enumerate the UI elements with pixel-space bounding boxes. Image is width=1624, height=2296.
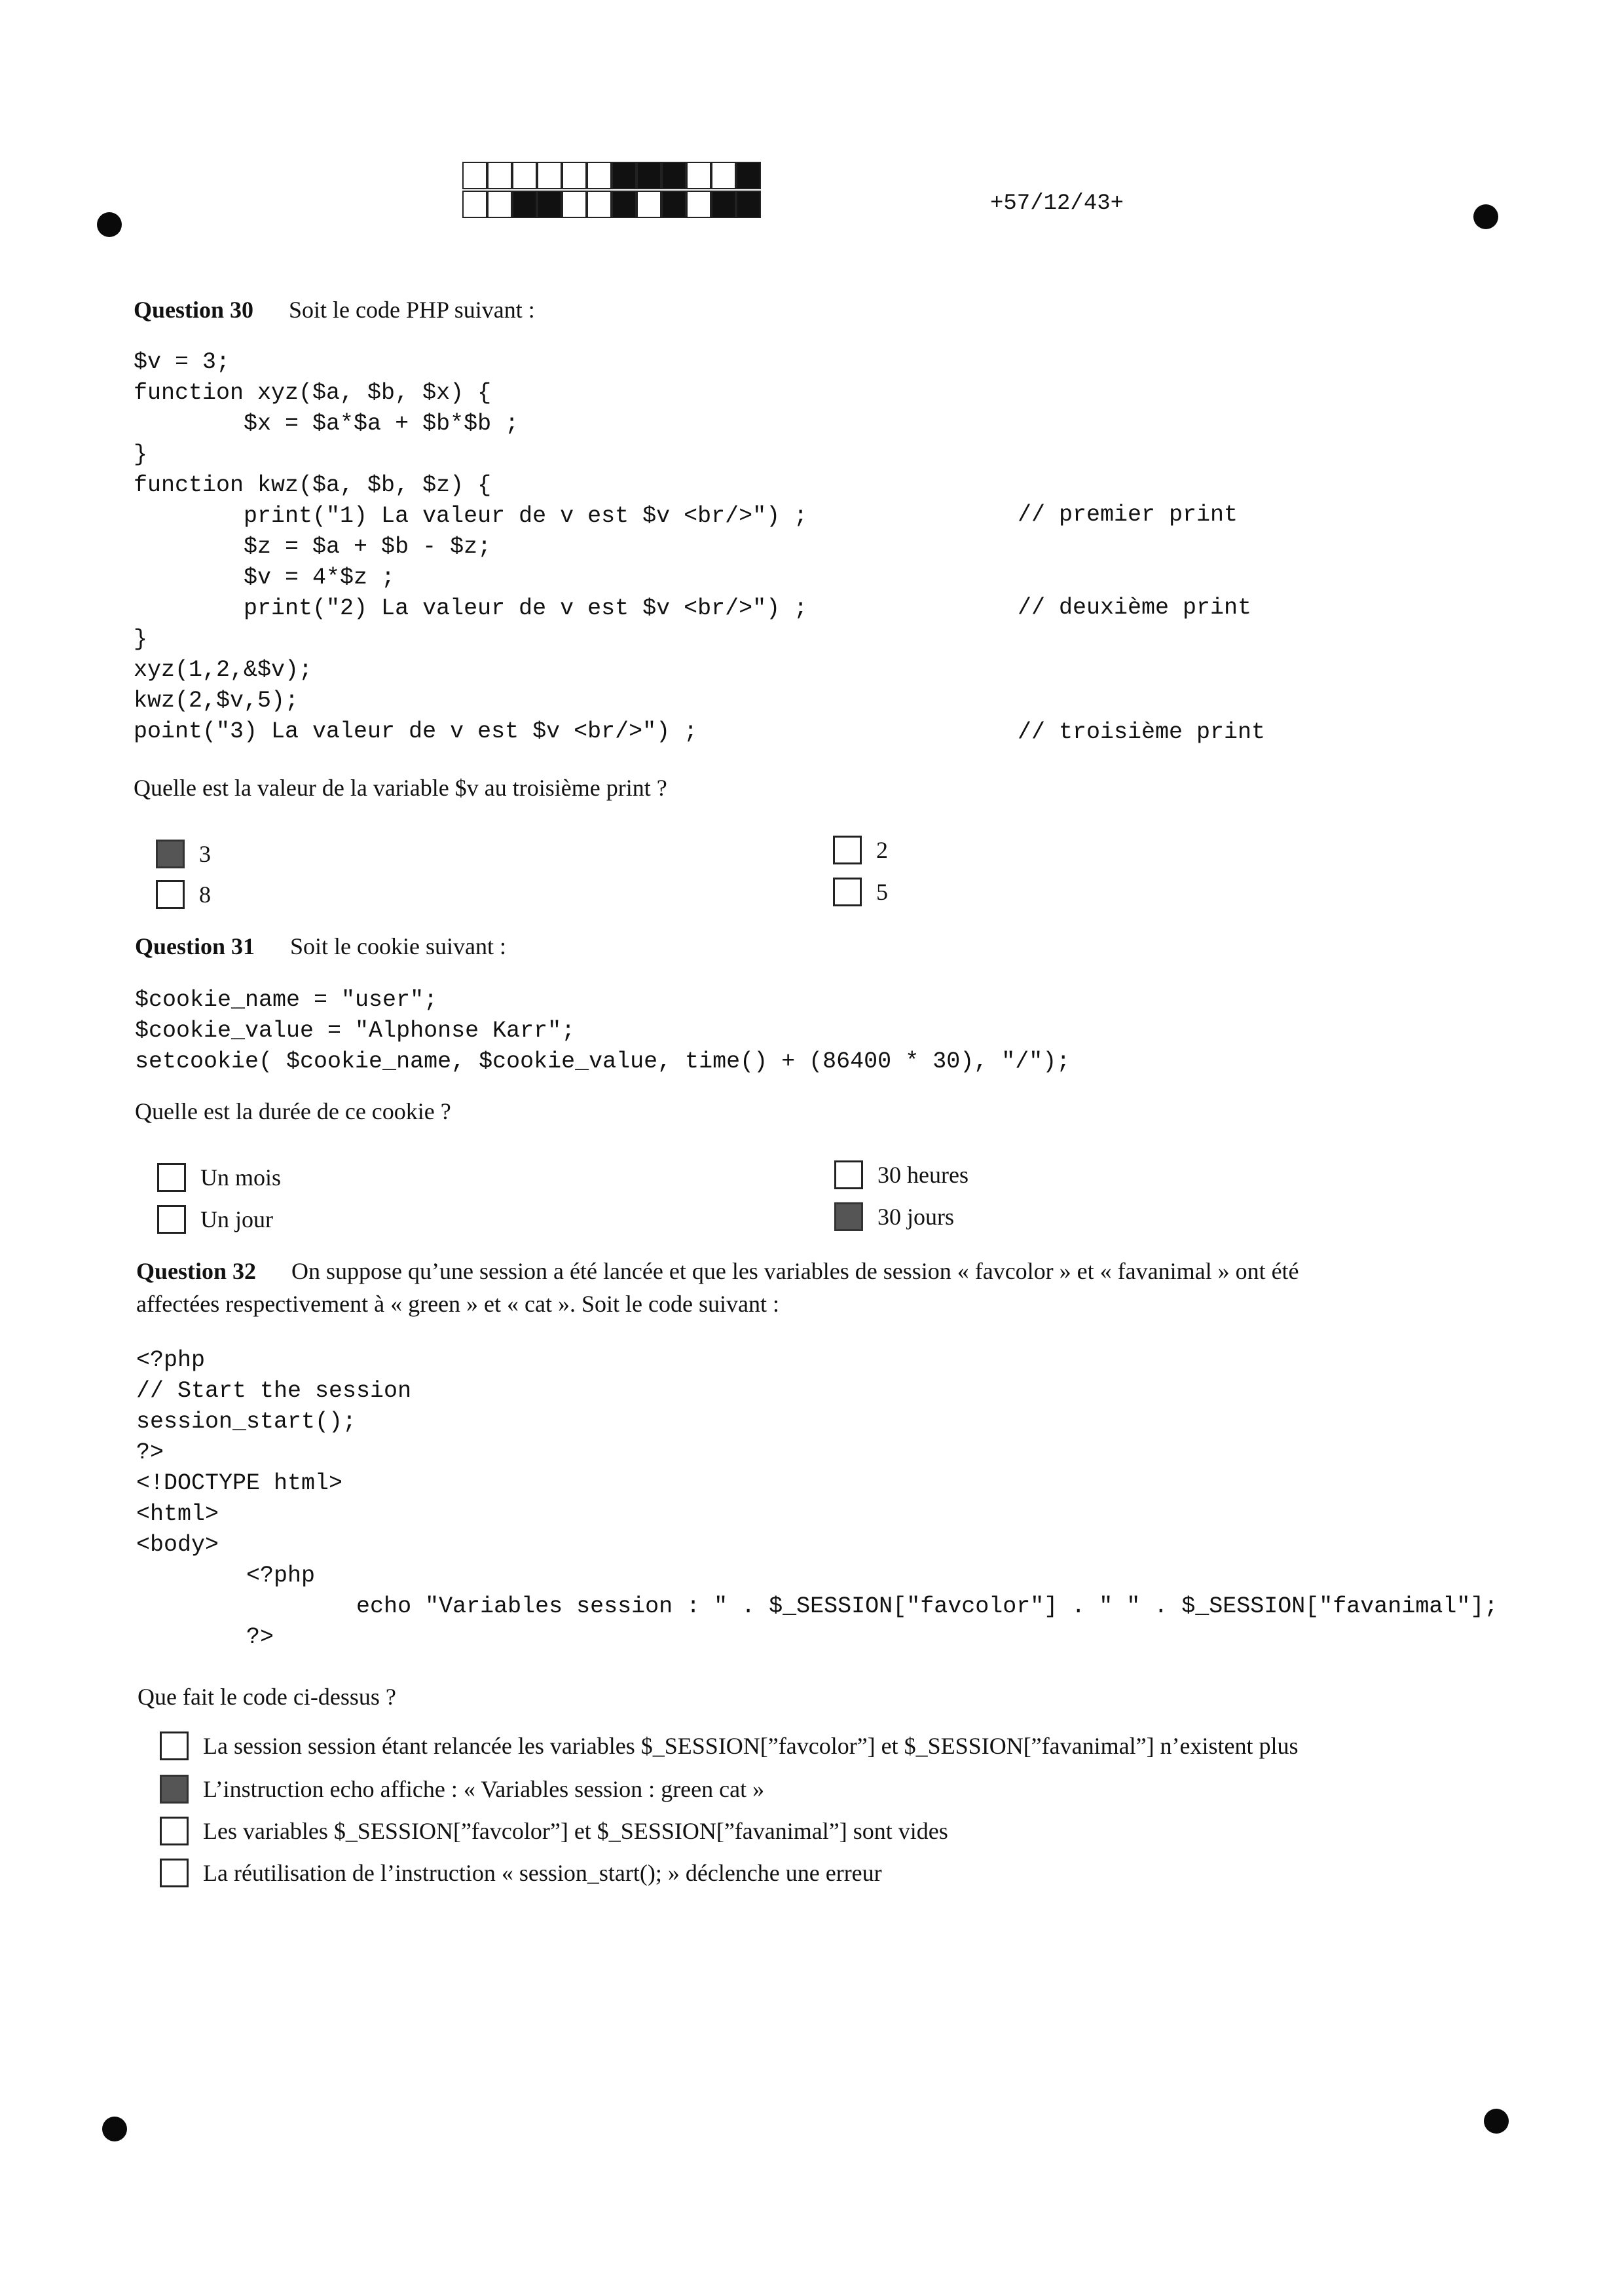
q31-option-un-mois[interactable] <box>157 1163 281 1192</box>
barcode-cell <box>488 162 511 189</box>
registration-mark-bottom-left <box>102 2117 127 2141</box>
barcode-cell <box>538 162 561 189</box>
q31-checkbox-un-jour[interactable] <box>157 1205 186 1234</box>
option-label: 2 <box>876 837 888 863</box>
code-line: xyz(1,2,&$v); <box>134 657 313 683</box>
barcode-cell <box>612 191 636 217</box>
q31-title <box>135 933 506 960</box>
q30-intro: Soit le code PHP suivant : <box>289 297 535 323</box>
code-line: point("3) La valeur de v est $v <br/>") ; <box>134 718 698 745</box>
q32-option-4[interactable] <box>160 1859 882 1887</box>
option-label: 8 <box>199 881 211 908</box>
registration-mark-top-left <box>97 212 122 237</box>
barcode-cell <box>563 191 586 217</box>
q32-checkbox-4[interactable] <box>160 1859 189 1887</box>
barcode-cell <box>687 162 710 189</box>
q30-comment-troisieme: // troisième print <box>1018 719 1266 745</box>
code-line: $v = 3; <box>134 349 231 375</box>
q32-intro-line2: affectées respectivement à « green » et « cat ». Soit le code suivant : <box>136 1291 779 1317</box>
q30-comment-deuxieme: // deuxième print <box>1018 595 1252 621</box>
page-identifier: +57/12/43+ <box>990 191 1124 216</box>
code-line: <!DOCTYPE html> <box>136 1470 343 1496</box>
option-label: Un mois <box>200 1164 282 1191</box>
q32-title <box>136 1257 1498 1285</box>
barcode-cell <box>513 191 536 217</box>
code-line: $x = $a*$a + $b*$b ; <box>134 411 519 437</box>
q32-intro-line1: On suppose qu’une session a été lancée et que les variables de session « favcolor » et « favanimal » ont été <box>291 1258 1299 1284</box>
barcode-cell <box>687 191 710 217</box>
code-line: $v = 4*$z ; <box>134 565 396 591</box>
option-label: La session session étant relancée les variables $_SESSION[”favcolor”] et $_SESSION[”favanimal”] n’existent plus <box>203 1733 1299 1759</box>
barcode-cell <box>737 191 760 217</box>
q32-option-1[interactable] <box>160 1731 1299 1760</box>
option-label: 3 <box>199 841 211 867</box>
q31-checkbox-un-mois[interactable] <box>157 1163 186 1192</box>
barcode-cell <box>712 191 735 217</box>
q31-question: Quelle est la durée de ce cookie ? <box>135 1098 451 1124</box>
code-line: <?php <box>136 1347 206 1373</box>
q30-option-2[interactable] <box>833 836 888 864</box>
code-line: $cookie_value = "Alphonse Karr"; <box>135 1018 576 1044</box>
barcode-cell <box>712 162 735 189</box>
q32-checkbox-2[interactable] <box>160 1775 189 1804</box>
q32-checkbox-1[interactable] <box>160 1731 189 1760</box>
q30-question: Quelle est la valeur de la variable $v au troisième print ? <box>134 775 667 801</box>
q32-label: Question 32 <box>136 1258 257 1284</box>
code-line: } <box>134 626 148 652</box>
code-line: ?> <box>136 1624 274 1650</box>
option-label: Les variables $_SESSION[”favcolor”] et $_SESSION[”favanimal”] sont vides <box>203 1818 948 1844</box>
page-barcode <box>462 161 761 219</box>
q31-code <box>135 985 1070 1077</box>
q30-code <box>134 347 807 747</box>
code-line: echo "Variables session : " . $_SESSION["favcolor"] . " " . $_SESSION["favanimal"]; <box>136 1593 1498 1620</box>
barcode-cell <box>737 162 760 189</box>
option-label: La réutilisation de l’instruction « session_start(); » déclenche une erreur <box>203 1860 882 1886</box>
option-label: L’instruction echo affiche : « Variables session : green cat » <box>203 1776 765 1802</box>
q31-intro: Soit le cookie suivant : <box>290 933 506 959</box>
q32-checkbox-3[interactable] <box>160 1817 189 1845</box>
code-line: $cookie_name = "user"; <box>135 987 438 1013</box>
q30-checkbox-5[interactable] <box>833 878 862 906</box>
q31-option-30-jours[interactable] <box>834 1202 954 1231</box>
code-line: print("1) La valeur de v est $v <br/>") ; <box>134 503 808 529</box>
code-line: <html> <box>136 1501 219 1527</box>
barcode-row-1 <box>463 162 760 189</box>
code-line: function kwz($a, $b, $z) { <box>134 472 492 498</box>
code-line: function xyz($a, $b, $x) { <box>134 380 492 406</box>
code-line: <?php <box>136 1563 316 1589</box>
barcode-row-2 <box>463 191 760 217</box>
code-line: print("2) La valeur de v est $v <br/>") ; <box>134 595 808 621</box>
q30-option-8[interactable] <box>156 880 211 909</box>
q30-label: Question 30 <box>134 297 254 323</box>
q31-checkbox-30-jours[interactable] <box>834 1202 863 1231</box>
q30-option-5[interactable] <box>833 878 888 906</box>
code-line: <body> <box>136 1532 219 1558</box>
option-label: Un jour <box>200 1206 273 1232</box>
barcode-cell <box>587 162 611 189</box>
registration-mark-top-right <box>1473 204 1498 229</box>
code-line: session_start(); <box>136 1409 357 1435</box>
barcode-cell <box>587 191 611 217</box>
option-label: 30 heures <box>877 1162 969 1188</box>
q30-checkbox-2[interactable] <box>833 836 862 864</box>
barcode-cell <box>612 162 636 189</box>
barcode-cell <box>513 162 536 189</box>
option-label: 30 jours <box>877 1204 954 1230</box>
barcode-cell <box>463 191 487 217</box>
code-line: // Start the session <box>136 1378 412 1404</box>
code-line: $z = $a + $b - $z; <box>134 534 492 560</box>
q31-checkbox-30-heures[interactable] <box>834 1160 863 1189</box>
registration-mark-bottom-right <box>1484 2109 1509 2134</box>
option-label: 5 <box>876 879 888 905</box>
q32-code <box>136 1345 1498 1653</box>
code-line: ?> <box>136 1439 164 1466</box>
q32-question: Que fait le code ci-dessus ? <box>138 1684 396 1710</box>
barcode-cell <box>538 191 561 217</box>
barcode-cell <box>563 162 586 189</box>
q31-label: Question 31 <box>135 933 255 959</box>
q30-checkbox-3[interactable] <box>156 840 185 868</box>
barcode-cell <box>662 191 686 217</box>
q32-option-2[interactable] <box>160 1775 764 1804</box>
q30-comment-premier: // premier print <box>1018 502 1238 528</box>
barcode-cell <box>488 191 511 217</box>
q31-option-30-heures[interactable] <box>834 1160 969 1189</box>
q32-option-3[interactable] <box>160 1817 948 1845</box>
barcode-cell <box>637 162 661 189</box>
code-line: kwz(2,$v,5); <box>134 688 299 714</box>
q31-option-un-jour[interactable] <box>157 1205 273 1234</box>
q30-checkbox-8[interactable] <box>156 880 185 909</box>
q30-title <box>134 296 535 324</box>
barcode-cell <box>662 162 686 189</box>
q30-option-3[interactable] <box>156 840 211 868</box>
code-line: } <box>134 441 148 468</box>
barcode-cell <box>637 191 661 217</box>
barcode-cell <box>463 162 487 189</box>
code-line: setcookie( $cookie_name, $cookie_value, time() + (86400 * 30), "/"); <box>135 1048 1071 1075</box>
